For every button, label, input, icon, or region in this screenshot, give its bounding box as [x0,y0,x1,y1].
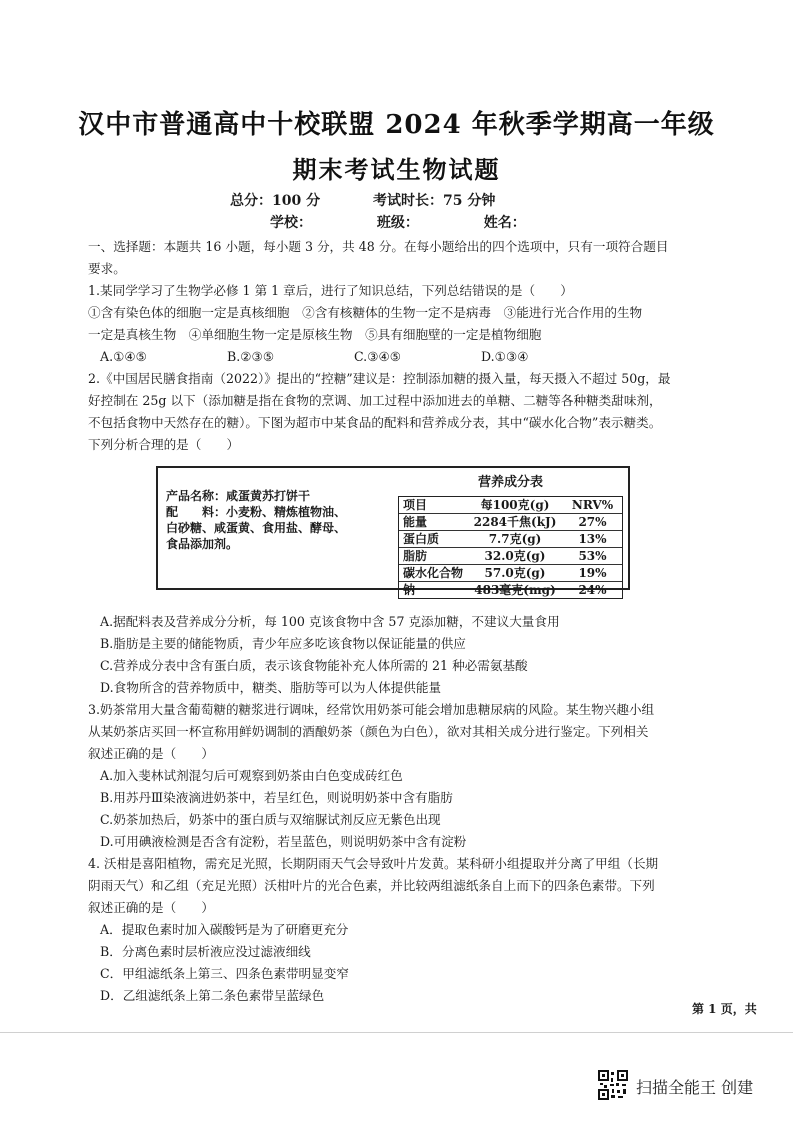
q1-options [88,346,708,368]
q1-option-b: B.②③⑤ [227,349,275,364]
q2-option-a: A.据配料表及营养成分分析，每 100 克该食物中含 57 克添加糖，不建议大量食用 [100,614,560,629]
nutrient-amount: 483毫克(mg) [474,583,556,597]
scanner-watermark: 扫描全能王 创建 [636,1078,754,1097]
nutrient-name: 碳水化合物 [403,566,464,580]
footer-divider [0,1032,793,1033]
food-label-figure [88,456,708,611]
q4-option-b: B．分离色素时层析液应没过滤液细线 [100,944,311,959]
nutrient-nrv: 19% [578,566,607,580]
page-number: 第 1 页，共 [692,1002,757,1016]
product-name: 产品名称：咸蛋黄苏打饼干 [166,489,311,503]
nutrient-nrv: 27% [578,515,607,529]
q2-stem-line4: 下列分析合理的是（ ） [88,437,240,452]
q2-stem-line3: 不包括食物中天然存在的糖）。下图为超市中某食品的配料和营养成分表，其中“碳水化合物”表示糖类。 [88,415,662,430]
nutrient-nrv: 24% [578,583,607,597]
nutrient-amount: 32.0克(g) [484,549,546,563]
q3-stem-line3: 叙述正确的是（ ） [88,746,214,761]
q3-stem-line2: 从某奶茶店买回一杯宣称用鲜奶调制的酒酿奶茶（颜色为白色），欲对其相关成分进行鉴定。下列相关 [88,724,649,739]
q3-option-c: C.奶茶加热后，奶茶中的蛋白质与双缩脲试剂反应无紫色出现 [100,812,441,827]
q3-stem: 3.奶茶常用大量含葡萄糖的糖浆进行调味，经常饮用奶茶可能会增加患糖尿病的风险。某生物兴趣小组 [88,702,655,717]
q2-option-d: D.食物所含的营养物质中，糖类、脂肪等可以为人体提供能量 [100,680,442,695]
q4-option-a: A．提取色素时加入碳酸钙是为了研磨更充分 [100,922,349,937]
name-label: 姓名： [483,215,526,231]
section-instruction: 一、选择题：本题共 16 小题，每小题 3 分，共 48 分。在每小题给出的四个选项中，只有一项符合题目 [88,239,669,254]
header-per100g: 每100克(g) [480,498,550,512]
q2-option-b: B.脂肪是主要的储能物质，青少年应多吃该食物以保证能量的供应 [100,636,466,651]
q1-stem: 1.某同学学习了生物学必修 1 第 1 章后，进行了知识总结，下列总结错误的是（ ） [88,283,573,298]
student-info [270,212,586,232]
school-label: 学校： [270,215,312,231]
q4-stem-line2: 阴雨天气）和乙组（充足光照）沃柑叶片的光合色素，并比较两组滤纸条自上而下的四条色素带。下列 [88,878,655,893]
header-item: 项目 [403,498,428,512]
q3-option-d: D.可用碘液检测是否含有淀粉，若呈蓝色，则说明奶茶中含有淀粉 [100,834,467,849]
section-instruction-cont: 要求。 [88,261,126,276]
nutrition-row [399,531,622,548]
nutrient-amount: 7.7克(g) [488,532,542,546]
nutrient-name: 钠 [403,583,416,597]
nutrition-row [399,514,622,531]
ingredients-line: 配 料：小麦粉、精炼植物油、 [166,505,347,519]
q2-stem-line2: 好控制在 25g 以下（添加糖是指在食物的烹调、加工过程中添加进去的单糖、二糖等各种糖类甜味剂， [88,393,662,408]
q1-option-a: A.①④⑤ [100,349,147,364]
nutrition-row [399,582,622,598]
nutrition-table-title: 营养成分表 [477,475,543,490]
nutrition-table [398,472,623,599]
q4-stem: 4. 沃柑是喜阳植物，需充足光照，长期阴雨天气会导致叶片发黄。某科研小组提取并分离了甲组（长期 [88,856,659,871]
nutrient-amount: 2284千焦(kJ) [473,515,557,529]
q1-option-c: C.③④⑤ [354,349,402,364]
exam-subtitle: 期末考试生物试题 [292,155,501,184]
class-label: 班级： [376,215,419,231]
nutrition-header-row [399,497,622,514]
nutrient-nrv: 53% [578,549,607,563]
q3-option-b: B.用苏丹Ⅲ染液滴进奶茶中，若呈红色，则说明奶茶中含有脂肪 [100,790,453,805]
nutrient-name: 蛋白质 [403,532,440,546]
q1-statements-cont: 一定是真核生物 ④单细胞生物一定是原核生物 ⑤具有细胞壁的一定是植物细胞 [88,327,542,342]
q2-stem: 2.《中国居民膳食指南（2022）》提出的“控糖”建议是：控制添加糖的摄入量，每天摄入不超过 50g，最 [88,371,671,386]
nutrient-amount: 57.0克(g) [484,566,546,580]
nutrition-grid [398,496,623,599]
exam-body [88,236,708,1007]
exam-meta [230,190,543,210]
q4-stem-line3: 叙述正确的是（ ） [88,900,214,915]
q4-option-c: C．甲组滤纸条上第三、四条色素带明显变窄 [100,966,349,981]
ingredient-list [166,488,381,552]
q1-statements: ①含有染色体的细胞一定是真核细胞 ②含有核糖体的生物一定不是病毒 ③能进行光合作用的生物 [88,305,643,320]
exam-title: 汉中市普通高中十校联盟 2024 年秋季学期高一年级 [78,110,715,140]
ingredients-line: 食品添加剂。 [166,537,239,551]
food-label-box [156,466,630,597]
nutrient-name: 脂肪 [403,549,428,563]
q3-option-a: A.加入斐林试剂混匀后可观察到奶茶由白色变成砖红色 [100,768,403,783]
total-score: 总分：100 分 [230,193,321,209]
q2-option-c: C.营养成分表中含有蛋白质，表示该食物能补充人体所需的 21 种必需氨基酸 [100,658,528,673]
q1-option-d: D.①③④ [481,349,529,364]
qr-code-icon [598,1070,628,1100]
nutrition-row [399,548,622,565]
header-nrv: NRV% [571,498,614,512]
q4-option-d: D．乙组滤纸条上第二条色素带呈蓝绿色 [100,988,325,1003]
nutrient-name: 能量 [403,515,428,529]
nutrient-nrv: 13% [578,532,607,546]
ingredients-line: 白砂糖、咸蛋黄、食用盐、酵母、 [166,521,347,535]
exam-duration: 考试时长：75 分钟 [372,193,496,209]
nutrition-row [399,565,622,582]
